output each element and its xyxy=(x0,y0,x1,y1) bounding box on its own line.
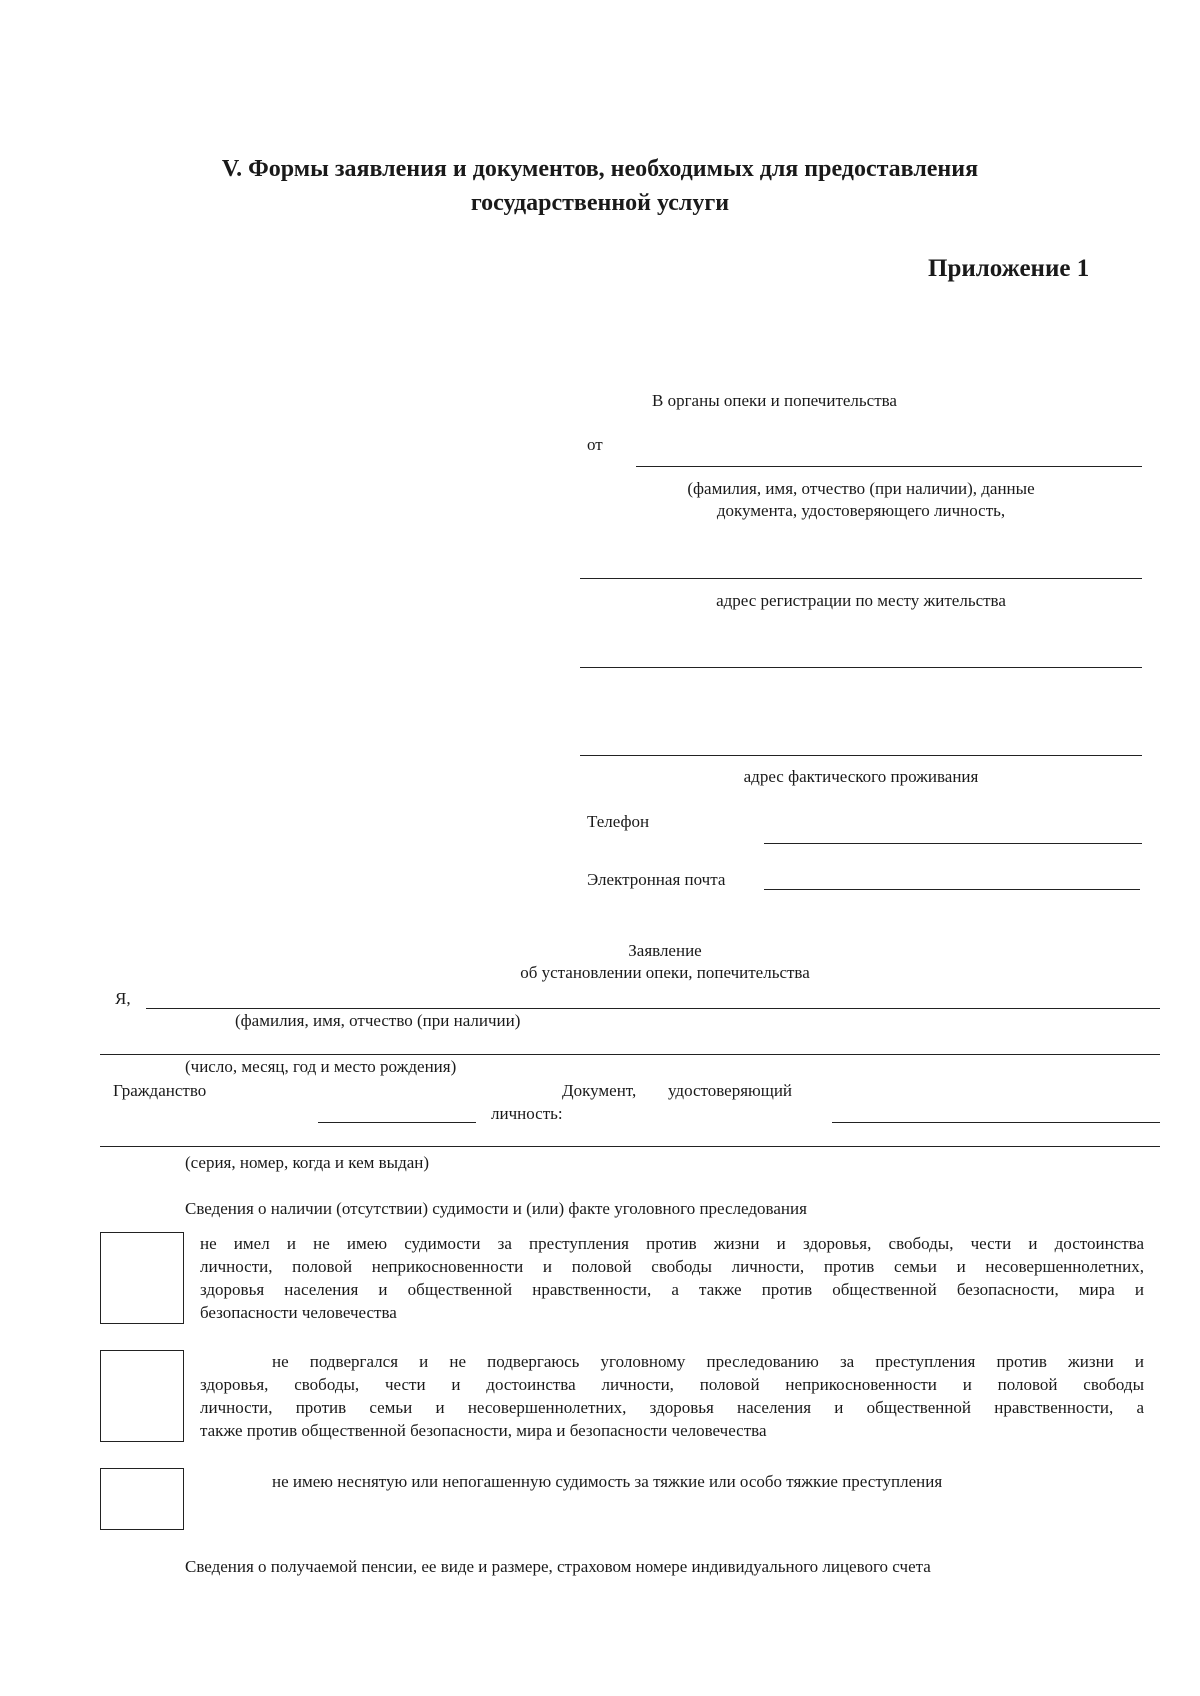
option-2-checkbox[interactable] xyxy=(100,1350,184,1442)
statement-title: Заявление xyxy=(628,941,702,960)
option-2-line: личности, против семьи и несовершеннолетних, здоровья населения и общественной нравственности, а xyxy=(200,1398,1144,1417)
option-2-line: не подвергался и не подвергаюсь уголовному преследованию за преступления против жизни и xyxy=(272,1352,1144,1371)
birth-hint: (число, месяц, год и место рождения) xyxy=(185,1057,457,1076)
citizenship-input-line[interactable] xyxy=(318,1122,476,1123)
phone-input-line[interactable] xyxy=(764,843,1142,844)
option-1-line: не имел и не имею судимости за преступления против жизни и здоровья, свободы, чести и достоинства xyxy=(200,1234,1144,1253)
page-title-line-1: V. Формы заявления и документов, необходимых для предоставления xyxy=(221,156,979,182)
id-doc-input-line[interactable] xyxy=(832,1122,1160,1123)
option-3-checkbox[interactable] xyxy=(100,1468,184,1530)
fio-input-line[interactable] xyxy=(146,1008,1160,1009)
option-3-line: не имею неснятую или непогашенную судимость за тяжкие или особо тяжкие преступления xyxy=(272,1472,943,1491)
id-doc-label-2: удостоверяющий xyxy=(668,1081,793,1100)
from-hint-line-2: документа, удостоверяющего личность, xyxy=(716,501,1006,520)
appendix-label: Приложение 1 xyxy=(928,255,1090,282)
option-1-line: безопасности человечества xyxy=(200,1303,397,1322)
option-3-text xyxy=(200,1470,1144,1493)
option-1-checkbox[interactable] xyxy=(100,1232,184,1324)
id-doc-label-1: Документ, xyxy=(562,1081,637,1100)
citizenship-label: Гражданство xyxy=(113,1081,207,1100)
id-doc-hint: (серия, номер, когда и кем выдан) xyxy=(185,1153,430,1172)
option-1-line: личности, половой неприкосновенности и половой свободы личности, против семьи и несовершеннолетних, xyxy=(200,1257,1144,1276)
criminal-heading: Сведения о наличии (отсутствии) судимости и (или) факте уголовного преследования xyxy=(185,1199,807,1218)
phone-label: Телефон xyxy=(587,812,650,831)
option-2-line: также против общественной безопасности, мира и безопасности человечества xyxy=(200,1421,767,1440)
fio-hint: (фамилия, имя, отчество (при наличии) xyxy=(235,1011,521,1030)
option-2-line: здоровья, свободы, чести и достоинства личности, половой неприкосновенности и половой свободы xyxy=(200,1375,1144,1394)
addressee-to: В органы опеки и попечительства xyxy=(652,391,897,410)
identity-input-line[interactable] xyxy=(580,578,1142,579)
actual-address-hint: адрес фактического проживания xyxy=(743,767,979,786)
pension-heading: Сведения о получаемой пенсии, ее виде и размере, страховом номере индивидуального лицевого счета xyxy=(185,1557,931,1576)
i-label: Я, xyxy=(115,989,131,1008)
page-title-line-2: государственной услуги xyxy=(470,190,730,216)
email-label: Электронная почта xyxy=(587,870,726,889)
statement-subtitle: об установлении опеки, попечительства xyxy=(520,963,810,982)
reg-address-input-line[interactable] xyxy=(580,667,1142,668)
id-doc-details-input-line[interactable] xyxy=(100,1146,1160,1147)
from-hint xyxy=(580,478,1142,522)
actual-address-input-line[interactable] xyxy=(580,755,1142,756)
option-1-line: здоровья населения и общественной нравственности, а также против общественной безопасности, мира и xyxy=(200,1280,1144,1299)
birth-input-line[interactable] xyxy=(100,1054,1160,1055)
option-2-text xyxy=(200,1350,1144,1442)
page-title xyxy=(130,152,1070,220)
option-1-text xyxy=(200,1232,1144,1324)
reg-address-hint: адрес регистрации по месту жительства xyxy=(716,591,1006,610)
email-input-line[interactable] xyxy=(764,889,1140,890)
id-doc-label-3: личность: xyxy=(491,1104,563,1123)
from-input-line[interactable] xyxy=(636,466,1142,467)
from-label: от xyxy=(587,435,603,454)
from-hint-line-1: (фамилия, имя, отчество (при наличии), данные xyxy=(687,479,1035,498)
